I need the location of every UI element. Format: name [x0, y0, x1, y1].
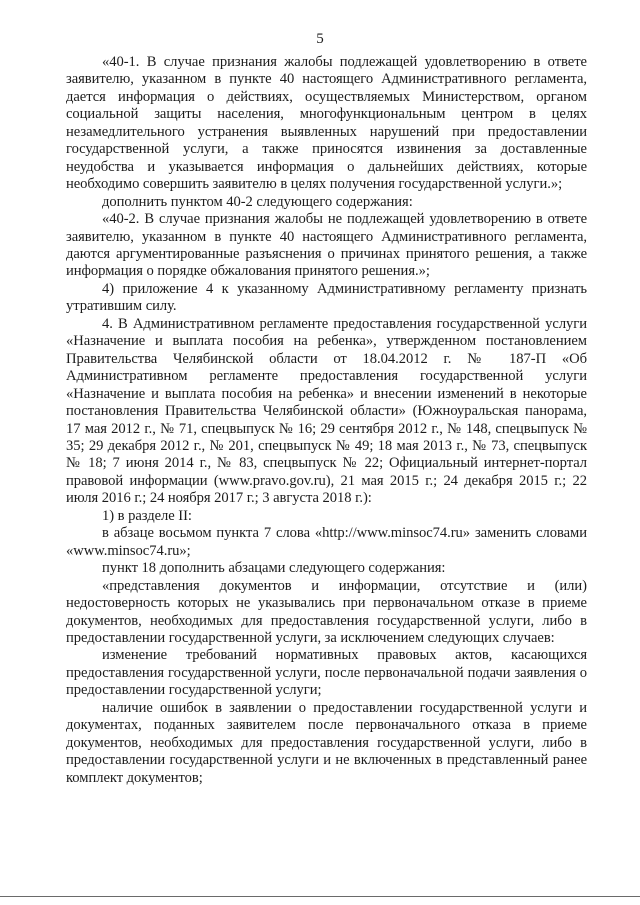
page-number: 5 [316, 31, 324, 47]
paragraph-40-1: «40-1. В случае признания жалобы подлежащей удовлетворению в ответе заявителю, указанном в пункте 40 настоящего Административного регламента, дается информация о действиях, осуществляемых Министерством, органом социальной защиты населения, многофункциональным центром в целях незамедлительного устранения выявленных нарушений при предоставлении государственной услуги, а также приносятся извинения за доставленные неудобства и указывается информация о дальнейших действиях, которые необходимо совершить заявителю в целях получения государственной услуги.»; [66, 54, 587, 193]
paragraph-requirements-change: изменение требований нормативных правовых актов, касающихся предоставления государственной услуги, после первоначальной подачи заявления о предоставлении государственной услуги; [66, 647, 587, 699]
paragraph-appendix-4: 4) приложение 4 к указанному Административному регламенту признать утратившим силу. [66, 280, 587, 315]
paragraph-40-2: «40-2. В случае признания жалобы не подлежащей удовлетворению в ответе заявителю, указанном в пункте 40 настоящего Административного регламента, даются аргументированные разъяснения о причинах принятого решения, а также информация о порядке обжалования принятого решения.»; [66, 211, 587, 280]
paragraph-clause-7: в абзаце восьмом пункта 7 слова «http://www.minsoc74.ru» заменить словами «www.minsoc74.ru»; [66, 525, 587, 559]
paragraph-add-40-2: дополнить пунктом 40-2 следующего содержания: [102, 193, 413, 210]
document-body [66, 54, 587, 787]
paragraph-clause-18: пункт 18 дополнить абзацами следующего содержания: [102, 560, 446, 577]
paragraph-section-ii: 1) в разделе II: [102, 507, 192, 524]
paragraph-item-4: 4. В Административном регламенте предоставления государственной услуги «Назначение и выплата пособия на ребенка», утвержденном постановлением Правительства Челябинской области от 18.04.2012 г. № 187-П «Об Административном регламенте предоставления государственной услуги «Назначение и выплата пособия на ребенка» и внесении изменений в некоторые постановления Правительства Челябинской области» (Южноуральская панорама, 17 мая 2012 г., № 71, спецвыпуск № 16; 29 сентября 2012 г., № 148, спецвыпуск № 35; 29 декабря 2012 г., № 201, спецвыпуск № 49; 18 мая 2013 г., № 73, спецвыпуск № 18; 7 июня 2014 г., № 83, спецвыпуск № 22; Официальный интернет-портал правовой информации (www.pravo.gov.ru), 21 мая 2015 г.; 24 декабря 2015 г.; 22 июля 2016 г.; 24 ноября 2017 г.; 3 августа 2018 г.): [66, 315, 587, 507]
paragraph-documents-info: «представления документов и информации, отсутствие и (или) недостоверность которых не указывались при первоначальном отказе в приеме документов, необходимых для предоставления государственной услуги, либо в предоставлении государственной услуги, за исключением следующих случаев: [66, 577, 587, 646]
paragraph-errors-in-application: наличие ошибок в заявлении о предоставлении государственной услуги и документах, поданных заявителем после первоначального отказа в приеме документов, необходимых для предоставления государственной услуги, либо в предоставлении государственной услуги и не включенных в представленный ранее комплект документов; [66, 699, 587, 786]
bottom-rule [0, 896, 640, 897]
